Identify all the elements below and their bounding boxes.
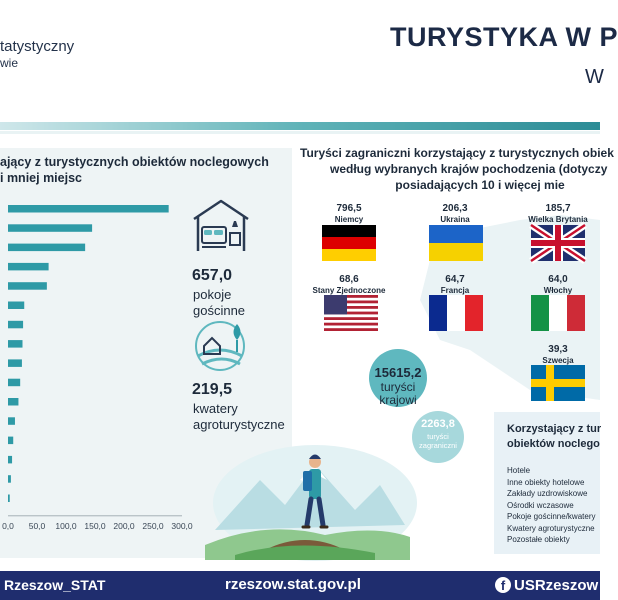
bar (8, 359, 22, 367)
legend-title: Korzystający z tur obiektów noclego (507, 423, 602, 450)
header-divider-band-light (0, 131, 600, 134)
legend-item: Ośrodki wczasowe (507, 500, 574, 510)
stat-label-guest-rooms: pokoje gościnne (193, 287, 246, 318)
x-tick-label: 250,0 (142, 520, 164, 531)
header-divider-band (0, 122, 600, 130)
x-tick-label: 0,0 (2, 520, 14, 531)
bar (8, 456, 12, 464)
country-name-ukraine: Ukraina (440, 215, 470, 224)
legend-item: Inne obiekty hotelowe (507, 477, 585, 487)
website-link[interactable]: rzeszow.stat.gov.pl (225, 576, 361, 593)
legend-item: Pozostałe obiekty (507, 535, 570, 544)
x-tick-label: 50,0 (28, 520, 46, 531)
country-value-usa: 68,6 (339, 274, 359, 285)
legend-item: Zakłady uzdrowiskowe (507, 489, 588, 498)
bar (8, 205, 169, 213)
facebook-handle[interactable]: USRzeszow (514, 577, 599, 594)
x-axis-ticks (2, 521, 193, 531)
x-tick-label: 300,0 (171, 520, 193, 531)
left-panel-title: ający z turystycznych obiektów noclegowych i mniej miejsc (0, 155, 269, 185)
x-tick-label: 200,0 (113, 520, 135, 531)
bar (8, 379, 20, 387)
uk-flag (531, 225, 585, 261)
bar (8, 244, 85, 252)
bed-house-icon (190, 197, 252, 255)
domestic-tourists-label: turyści krajowi (379, 380, 417, 407)
country-name-italy: Włochy (543, 286, 573, 295)
bar (8, 340, 23, 348)
domestic-tourists-value: 15615,2 (374, 365, 422, 380)
foreign-tourists-value: 2263,8 (421, 418, 455, 430)
footer (0, 571, 600, 600)
country-name-sweden: Szwecja (542, 356, 574, 365)
x-tick-label: 150,0 (84, 520, 106, 531)
bar (8, 437, 13, 445)
bar (8, 417, 15, 425)
org-name-line2: wie (0, 56, 19, 70)
legend-item: Kwatery agroturystyczne (507, 523, 595, 533)
bar (8, 495, 10, 503)
italy-flag (531, 295, 585, 331)
bar (8, 398, 18, 406)
foreign-tourists-title: Turyści zagraniczni korzystający z turystycznych obiek według wybranych krajów pochodzenia (dotyczy posiadających 10 i więcej mie (300, 146, 614, 192)
country-name-france: Francja (440, 286, 470, 295)
bar (8, 282, 47, 290)
france-flag (429, 295, 483, 331)
bar (8, 321, 23, 329)
bar (8, 475, 11, 483)
stat-value-agritourism: 219,5 (192, 381, 233, 398)
twitter-handle[interactable]: Rzeszow_STAT (4, 577, 106, 593)
country-value-italy: 64,0 (548, 274, 568, 285)
bar-chart (0, 195, 200, 540)
farm-icon (192, 316, 252, 374)
legend-item: Pokoje gościnne/kwatery (507, 512, 596, 521)
sweden-flag (531, 365, 585, 401)
ukraine-flag (429, 225, 483, 261)
country-name-usa: Stany Zjednoczone (312, 286, 386, 295)
legend-item: Hotele (507, 466, 531, 475)
country-value-sweden: 39,3 (548, 344, 568, 355)
org-name: tatystyczny (0, 38, 75, 55)
usa-flag (324, 295, 378, 331)
facebook-icon[interactable]: f (495, 577, 511, 593)
country-value-uk: 185,7 (545, 203, 571, 214)
bar (8, 263, 49, 271)
bar-series (8, 205, 169, 502)
stat-value-guest-rooms: 657,0 (192, 267, 233, 284)
hiker-illustration (205, 425, 410, 560)
country-value-france: 64,7 (445, 274, 465, 285)
country-name-germany: Niemcy (334, 215, 364, 224)
bar (8, 224, 92, 232)
country-value-germany: 796,5 (336, 203, 362, 214)
country-value-ukraine: 206,3 (442, 203, 468, 214)
bar (8, 302, 24, 310)
x-tick-label: 100,0 (55, 520, 77, 531)
page-title: TURYSTYKA W P (390, 22, 618, 52)
legend-list (507, 465, 600, 546)
stat-label-agritourism: kwatery agroturystyczne (193, 401, 285, 432)
page-subtitle: W (585, 66, 604, 88)
foreign-tourists-label: turyści zagraniczni (419, 432, 457, 450)
germany-flag (322, 225, 376, 261)
country-name-uk: Wielka Brytania (528, 215, 588, 224)
